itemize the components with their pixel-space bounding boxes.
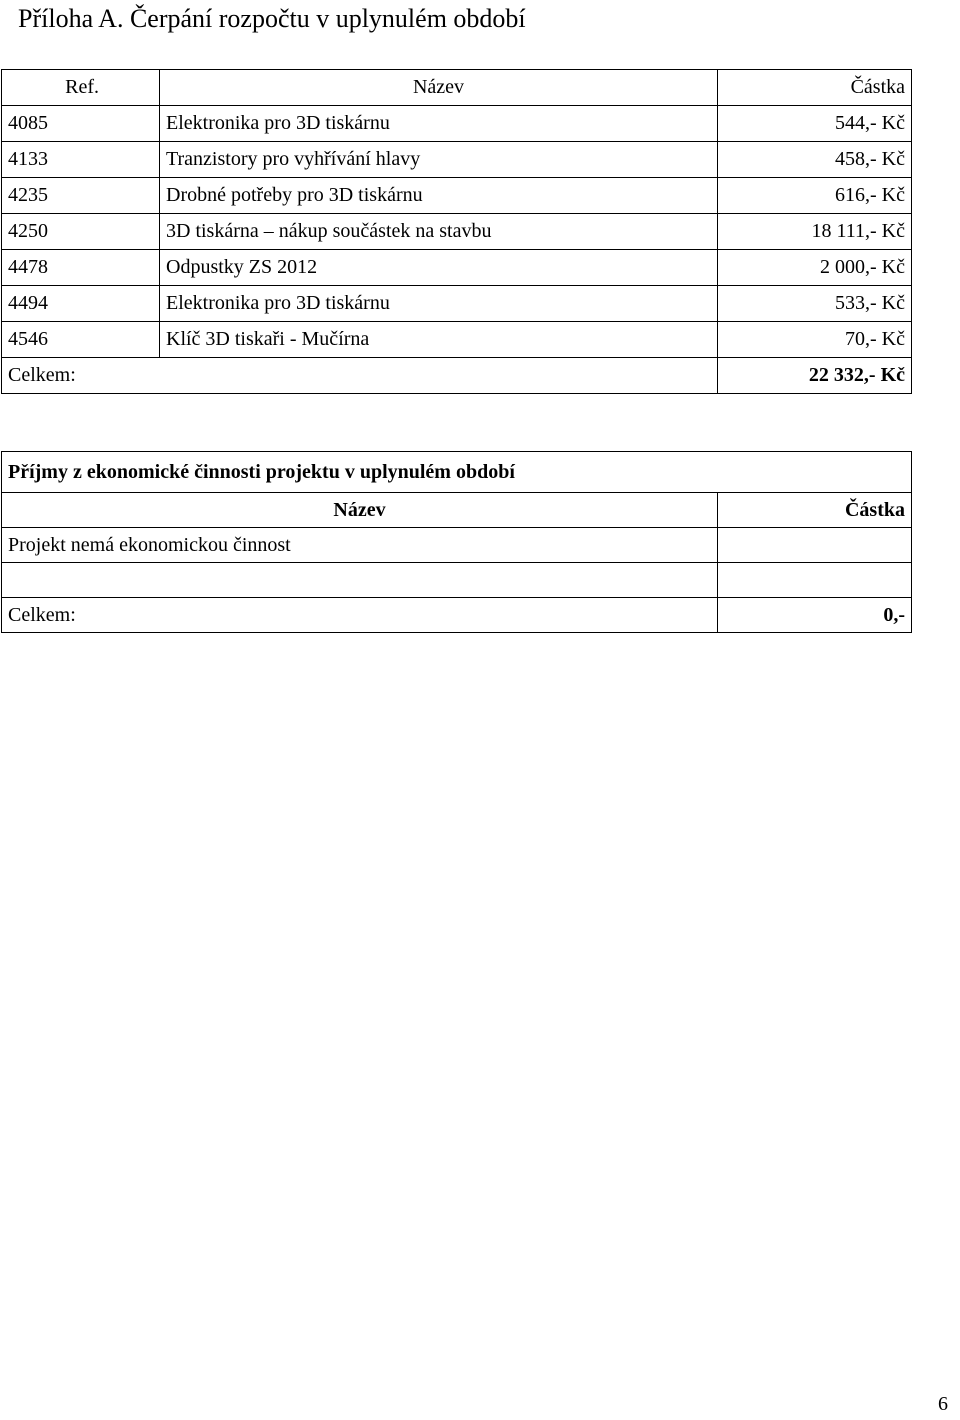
table-row (2, 528, 912, 563)
table-row (2, 142, 912, 178)
cell-name (2, 563, 718, 598)
page-number: 6 (938, 1393, 948, 1415)
table-header-row (2, 493, 912, 528)
table-row (2, 250, 912, 286)
cell-ref: 4250 (2, 214, 160, 250)
cell-amount: 70,- Kč (718, 322, 912, 358)
header-name: Název (2, 493, 718, 528)
cell-ref: 4133 (2, 142, 160, 178)
total-row (2, 358, 912, 394)
expenses-table (1, 69, 912, 394)
total-row (2, 598, 912, 633)
header-ref: Ref. (2, 70, 160, 106)
header-amount: Částka (718, 70, 912, 106)
table-row (2, 563, 912, 598)
cell-amount: 458,- Kč (718, 142, 912, 178)
cell-name: Klíč 3D tiskaři - Mučírna (160, 322, 718, 358)
table-row (2, 286, 912, 322)
header-amount: Částka (718, 493, 912, 528)
income-heading: Příjmy z ekonomické činnosti projektu v uplynulém období (2, 452, 912, 493)
total-label: Celkem: (2, 598, 718, 633)
cell-name: Odpustky ZS 2012 (160, 250, 718, 286)
cell-ref: 4235 (2, 178, 160, 214)
total-amount: 0,- (718, 598, 912, 633)
table-row (2, 322, 912, 358)
cell-amount: 616,- Kč (718, 178, 912, 214)
total-label: Celkem: (2, 358, 718, 394)
income-table (1, 451, 912, 633)
table-header-row (2, 70, 912, 106)
cell-name: Projekt nemá ekonomickou činnost (2, 528, 718, 563)
cell-ref: 4494 (2, 286, 160, 322)
cell-amount: 18 111,- Kč (718, 214, 912, 250)
table-row (2, 106, 912, 142)
cell-ref: 4546 (2, 322, 160, 358)
cell-name: Drobné potřeby pro 3D tiskárnu (160, 178, 718, 214)
table-row (2, 214, 912, 250)
cell-name: Elektronika pro 3D tiskárnu (160, 286, 718, 322)
total-amount: 22 332,- Kč (718, 358, 912, 394)
cell-amount: 2 000,- Kč (718, 250, 912, 286)
cell-ref: 4478 (2, 250, 160, 286)
cell-amount: 533,- Kč (718, 286, 912, 322)
header-name: Název (160, 70, 718, 106)
cell-name: 3D tiskárna – nákup součástek na stavbu (160, 214, 718, 250)
cell-ref: 4085 (2, 106, 160, 142)
income-heading-row (2, 452, 912, 493)
cell-amount: 544,- Kč (718, 106, 912, 142)
cell-name: Tranzistory pro vyhřívání hlavy (160, 142, 718, 178)
cell-amount (718, 563, 912, 598)
cell-name: Elektronika pro 3D tiskárnu (160, 106, 718, 142)
table-row (2, 178, 912, 214)
cell-amount (718, 528, 912, 563)
page-title: Příloha A. Čerpání rozpočtu v uplynulém období (18, 4, 526, 33)
